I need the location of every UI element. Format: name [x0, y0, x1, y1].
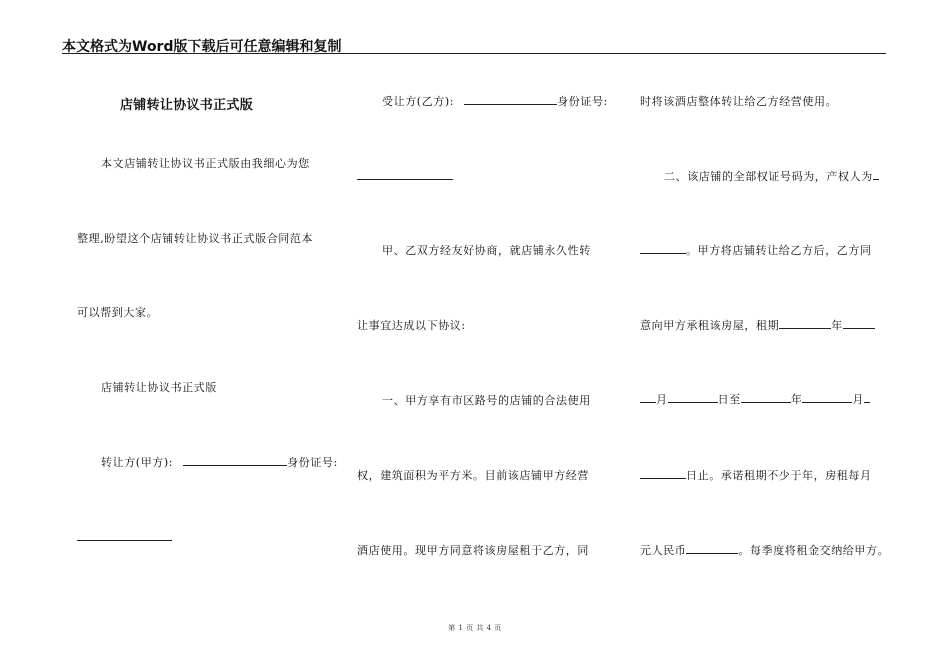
- party-a-id-label: 身份证号:: [287, 456, 338, 469]
- party-b-label: 受让方(乙方):: [382, 95, 455, 108]
- intro-line-2: 整理,盼望这个店铺转让协议书正式版合同范本: [77, 232, 314, 245]
- month-label: 月: [656, 393, 668, 406]
- rent-line: [640, 542, 889, 558]
- blank-line: [640, 392, 656, 403]
- year-label-2: 年: [790, 393, 803, 406]
- party-b-line: [382, 93, 608, 109]
- clause-2-text: 二、该店铺的全部权证号码为，产权人为: [664, 170, 873, 183]
- clause-1-line-3: 酒店使用。现甲方同意将该房屋租于乙方，同: [357, 544, 589, 557]
- party-b-id-blank: [357, 169, 453, 183]
- blank-line: [668, 392, 718, 403]
- party-b-name-blank: [464, 94, 557, 105]
- blank-line: [873, 169, 879, 180]
- blank-line: [741, 392, 791, 403]
- blank-line: [640, 468, 686, 479]
- party-a-id-blank: [77, 530, 172, 544]
- blank-line: [802, 392, 852, 403]
- blank-line: [843, 318, 875, 329]
- blank-line: [640, 243, 686, 254]
- rent-currency-text: 元人民币: [640, 544, 687, 557]
- header-banner: 本文格式为Word版下载后可任意编辑和复制: [62, 39, 342, 55]
- rent-payment-text: 。每季度将租金交纳给甲方。: [738, 544, 890, 557]
- party-b-id-label: 身份证号:: [557, 95, 608, 108]
- lease-term-text: 意向甲方承租该房屋，租期: [640, 319, 780, 332]
- rent-amount-blank: [686, 543, 738, 554]
- blank-line: [77, 530, 172, 541]
- document-title: 店铺转让协议书正式版: [120, 98, 254, 113]
- lease-years-blank: [779, 318, 831, 329]
- day-to-label: 日至: [717, 393, 741, 406]
- lease-end-text: 日止。承诺租期不少于年，房租每月: [686, 469, 872, 482]
- section-subtitle: 店铺转让协议书正式版: [101, 381, 217, 394]
- header-rule: [62, 53, 886, 54]
- intro-line-1: 本文店铺转让协议书正式版由我细心为您: [101, 157, 310, 170]
- agreement-line-2: 让事宜达成以下协议:: [357, 319, 466, 332]
- party-a-label: 转让方(甲方):: [101, 456, 174, 469]
- lease-dates-line: [640, 391, 870, 407]
- clause-2-line-1: [664, 168, 879, 184]
- agreement-line-1: 甲、乙双方经友好协商，就店铺永久性转: [382, 244, 591, 257]
- clause-2-text-2: 。甲方将店铺转让给乙方后，乙方同: [686, 244, 872, 257]
- lease-end-line: [640, 467, 872, 483]
- lease-term-line: [640, 317, 875, 333]
- clause-1-line-2: 权，建筑面积为平方米。目前该店铺甲方经营: [357, 469, 589, 482]
- month-label-2: 月: [852, 393, 865, 406]
- party-a-line: [101, 454, 338, 470]
- year-label: 年: [831, 319, 843, 332]
- party-a-name-blank: [183, 455, 287, 466]
- blank-line: [357, 169, 453, 180]
- intro-line-3: 可以帮到大家。: [77, 306, 159, 319]
- blank-line: [864, 392, 870, 403]
- clause-1-line-1: 一、甲方享有市区路号的店铺的合法使用: [382, 394, 591, 407]
- page-footer: 第 1 页 共 4 页: [448, 624, 502, 632]
- clause-1-line-4: 时将该酒店整体转让给乙方经营使用。: [640, 95, 838, 108]
- clause-2-line-2: [640, 242, 872, 258]
